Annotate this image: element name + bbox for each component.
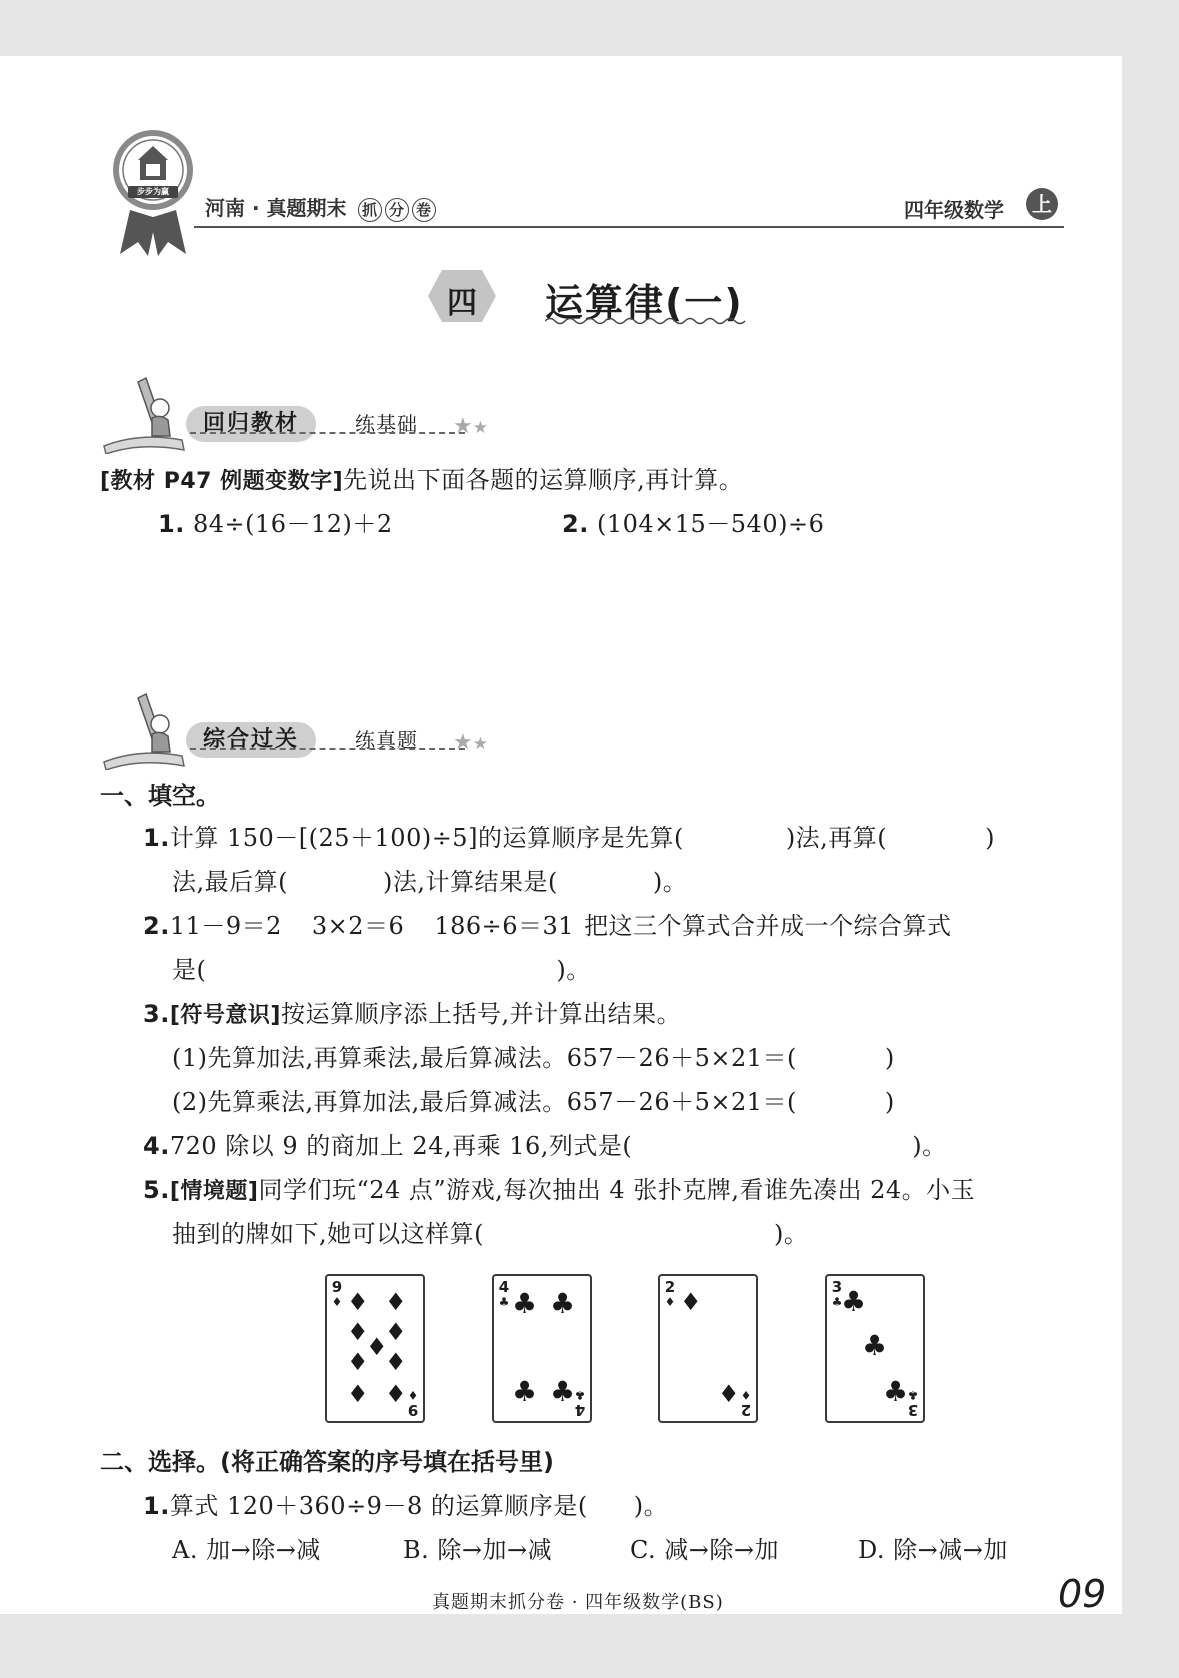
card-corner: 2 ♦ — [664, 1278, 676, 1309]
part2-heading: 二、选择。(将正确答案的序号填在括号里) — [100, 1448, 554, 1476]
page-number: 09 — [1058, 1572, 1107, 1616]
basic-q1 — [158, 504, 393, 539]
playing-card-4-clubs — [492, 1274, 592, 1423]
diamond-icon: ♦ — [385, 1288, 407, 1316]
stars-icon: ★★ — [453, 730, 488, 755]
series-title — [205, 192, 436, 222]
club-icon: ♣ — [841, 1285, 867, 1318]
basic-q1-num: 1. — [158, 510, 185, 538]
playing-card-3-clubs — [825, 1274, 925, 1423]
section-real-tag: 综合过关 — [186, 722, 316, 758]
fill-q3-text: 按运算顺序添上括号,并计算出结果。 — [280, 1000, 682, 1028]
diamond-icon: ♦ — [385, 1348, 407, 1376]
diamond-icon: ♦ — [366, 1333, 388, 1361]
section-real-dash — [190, 748, 465, 750]
diamond-icon: ♦ — [718, 1380, 740, 1408]
workbook-page — [0, 56, 1122, 1614]
medal-text: 步步为赢 — [137, 187, 169, 196]
card-corner: 9 ♦ — [407, 1388, 419, 1419]
section-basic-tag: 回归教材 — [186, 406, 316, 442]
student-pencil-icon — [100, 374, 190, 454]
playing-card-2-diamonds — [658, 1274, 758, 1423]
fill-q5-tag: [情境题] — [169, 1179, 259, 1204]
card-corner: 4 ♣ — [498, 1278, 510, 1309]
choice-q1-num: 1. — [143, 1492, 170, 1520]
club-icon: ♣ — [862, 1329, 888, 1362]
fill-q4-text: 720 除以 9 的商加上 24,再乘 16,列式是( — [169, 1132, 633, 1160]
grade-subject: 四年级数学 — [904, 198, 1004, 222]
fill-q4-end: )。 — [912, 1132, 947, 1160]
choice-option-d[interactable]: D. 除→减→加 — [858, 1536, 1008, 1564]
fill-q3-sub1 — [172, 1038, 895, 1073]
fill-q2-expr-c: 186÷6＝31 — [434, 912, 575, 940]
fill-q1-text-c: ) — [985, 824, 996, 852]
fill-q3-sub1-text: (1)先算加法,再算乘法,最后算减法。657－26＋5×21＝( — [172, 1044, 797, 1072]
fill-q5-line1 — [143, 1170, 975, 1205]
card-corner: 4 ♣ — [574, 1388, 586, 1419]
fill-q4-num: 4. — [143, 1132, 170, 1160]
footer-text: 真题期末抓分卷 · 四年级数学(BS) — [432, 1592, 724, 1613]
fill-q3-tag: [符号意识] — [169, 1003, 281, 1028]
diamond-icon: ♦ — [385, 1380, 407, 1408]
part1-heading: 一、填空。 — [100, 782, 220, 810]
basic-q2-num: 2. — [562, 510, 589, 538]
club-icon: ♣ — [550, 1375, 576, 1408]
title-wavy-underline-icon — [545, 316, 750, 326]
card-corner: 2 ♦ — [740, 1388, 752, 1419]
card-corner: 3 ♣ — [831, 1278, 843, 1309]
circle-char-2: 分 — [385, 198, 409, 222]
choice-option-c[interactable]: C. 减→除→加 — [630, 1536, 779, 1564]
basic-q2-expr: (104×15－540)÷6 — [596, 510, 825, 538]
diamond-icon: ♦ — [680, 1288, 702, 1316]
fill-q1-text-b: )法,再算( — [785, 824, 888, 852]
club-icon: ♣ — [550, 1287, 576, 1320]
fill-q2-text-e: 是( — [172, 956, 207, 984]
fill-q2-line2 — [172, 950, 591, 985]
fill-q5-line2 — [172, 1214, 808, 1249]
intro-text: 先说出下面各题的运算顺序,再计算。 — [343, 466, 744, 494]
diamond-icon: ♦ — [347, 1288, 369, 1316]
fill-q1-text-f: )。 — [652, 868, 688, 896]
diamond-icon: ♦ — [347, 1380, 369, 1408]
choice-q1 — [143, 1486, 668, 1521]
club-icon: ♣ — [512, 1375, 538, 1408]
fill-q1-line1 — [143, 818, 995, 853]
fill-q3-num: 3. — [143, 1000, 170, 1028]
basic-q2 — [562, 504, 824, 539]
diamond-icon: ♦ — [347, 1348, 369, 1376]
fill-q3-sub2-text: (2)先算乘法,再算加法,最后算减法。657－26＋5×21＝( — [172, 1088, 797, 1116]
fill-q4 — [143, 1126, 947, 1161]
section-basic-sub: 练基础 — [355, 412, 418, 436]
fill-q2-num: 2. — [143, 912, 170, 940]
fill-q3-sub1-end: ) — [884, 1044, 895, 1072]
header-rule — [194, 226, 1064, 228]
fill-q5-end: )。 — [774, 1220, 809, 1248]
fill-q3-line1 — [143, 994, 681, 1029]
choice-q1-text: 算式 120＋360÷9－8 的运算顺序是( — [169, 1492, 588, 1520]
club-icon: ♣ — [512, 1287, 538, 1320]
choice-q1-end: )。 — [633, 1492, 669, 1520]
fill-q1-text-e: )法,计算结果是( — [383, 868, 558, 896]
intro-tag: [教材 P47 例题变数字] — [100, 469, 344, 494]
choice-option-b[interactable]: B. 除→加→减 — [403, 1536, 553, 1564]
section-basic-dash — [190, 432, 465, 434]
fill-q5-text2: 抽到的牌如下,她可以这样算( — [172, 1220, 484, 1248]
choice-option-a[interactable]: A. 加→除→减 — [172, 1536, 321, 1564]
series-title-text: 河南 · 真题期末 — [205, 196, 347, 220]
fill-q2-text: 把这三个算式合并成一个综合算式 — [584, 912, 952, 940]
fill-q5-num: 5. — [143, 1176, 170, 1204]
fill-q3-sub2-end: ) — [884, 1088, 895, 1116]
card-corner: 9 ♦ — [331, 1278, 343, 1309]
fill-q2-expr-a: 11－9＝2 — [169, 912, 282, 940]
fill-q1-line2 — [172, 862, 687, 897]
fill-q5-text: 同学们玩“24 点”游戏,每次抽出 4 张扑克牌,看谁先凑出 24。小玉 — [258, 1176, 976, 1204]
basic-q1-expr: 84÷(16－12)＋2 — [192, 510, 393, 538]
club-icon: ♣ — [883, 1375, 909, 1408]
fill-q1-num: 1. — [143, 824, 170, 852]
unit-title: 运算律(一) — [545, 281, 744, 325]
student-pencil-icon — [100, 690, 190, 770]
playing-card-9-diamonds — [325, 1274, 425, 1423]
volume-badge: 上 — [1026, 188, 1058, 220]
circle-char-1: 抓 — [358, 198, 382, 222]
circle-char-3: 卷 — [412, 198, 436, 222]
fill-q2-expr-b: 3×2＝6 — [311, 912, 405, 940]
diamond-icon: ♦ — [385, 1318, 407, 1346]
card-corner: 3 ♣ — [907, 1388, 919, 1419]
unit-number: 四 — [447, 286, 477, 321]
stars-icon: ★★ — [453, 414, 488, 439]
section-basic-intro — [100, 460, 743, 495]
fill-q3-sub2 — [172, 1082, 895, 1117]
fill-q2-text-f: )。 — [556, 956, 591, 984]
fill-q1-text-a: 计算 150－[(25＋100)÷5]的运算顺序是先算( — [169, 824, 684, 852]
diamond-icon: ♦ — [347, 1318, 369, 1346]
fill-q2-line1 — [143, 906, 952, 941]
section-real-sub: 练真题 — [355, 728, 418, 752]
fill-q1-text-d: 法,最后算( — [172, 868, 288, 896]
